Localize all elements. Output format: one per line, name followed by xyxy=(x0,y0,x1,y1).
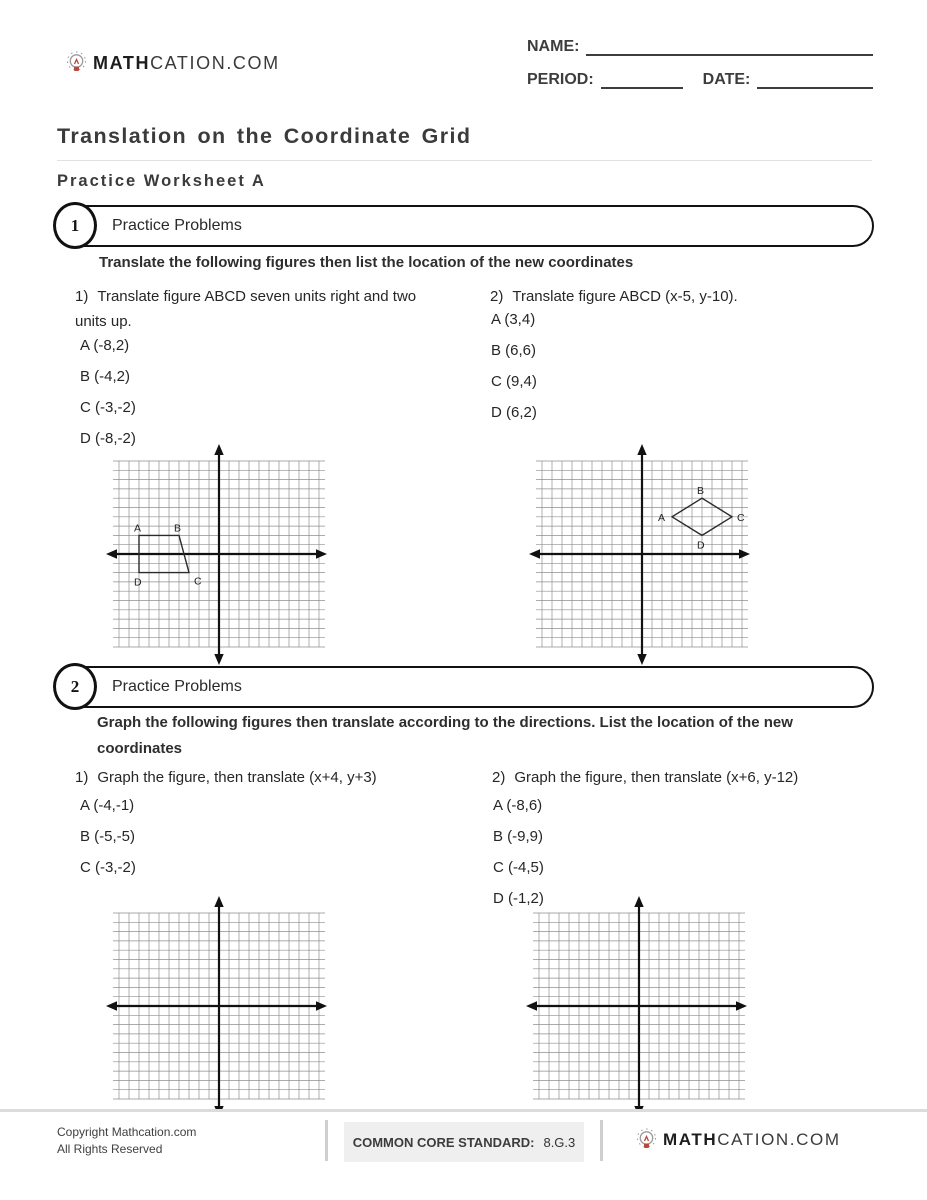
svg-text:B: B xyxy=(697,485,705,498)
brand-text xyxy=(663,1130,841,1150)
brand-bold: MATH xyxy=(93,52,151,73)
coordinate-item: C (-4,5) xyxy=(493,859,544,876)
problem-number: 1) xyxy=(75,769,89,786)
copyright-line-2: All Rights Reserved xyxy=(57,1142,163,1156)
coordinate-item: B (-9,9) xyxy=(493,828,544,845)
name-blank-line xyxy=(586,36,873,56)
svg-text:A: A xyxy=(658,511,666,524)
section-2-band-label: Practice Problems xyxy=(112,678,242,695)
problem-2-1-prompt xyxy=(75,765,495,790)
problem-number: 2) xyxy=(490,288,504,305)
section-2-number-badge xyxy=(53,663,97,710)
problem-text: Graph the figure, then translate (x+4, y+3) xyxy=(97,769,377,786)
coordinate-item: C (-3,-2) xyxy=(80,859,136,876)
coordinate-item: D (6,2) xyxy=(491,404,537,421)
section-2-number: 2 xyxy=(70,676,80,696)
period-date-field xyxy=(527,69,873,89)
lightbulb-icon xyxy=(66,50,87,76)
coordinate-item: D (-1,2) xyxy=(493,890,544,907)
footer-vertical-divider xyxy=(600,1120,603,1161)
section-2-band xyxy=(55,666,874,708)
period-label: PERIOD: xyxy=(527,71,594,88)
section-1-instructions: Translate the following figures then list the location of the new coordinates xyxy=(99,254,634,271)
problem-text: Graph the figure, then translate (x+6, y-12) xyxy=(514,769,799,786)
common-core-box xyxy=(344,1122,584,1162)
problem-2-2-prompt xyxy=(492,765,912,790)
problem-number: 2) xyxy=(492,769,506,786)
title-divider xyxy=(57,160,872,161)
coordinate-grid-2 xyxy=(527,441,752,669)
brand-rest: CATION.COM xyxy=(150,52,280,73)
coordinate-item: A (3,4) xyxy=(491,311,536,328)
coordinate-item: B (-4,2) xyxy=(80,368,131,385)
coordinate-item: D (-8,-2) xyxy=(80,430,136,447)
coordinate-item: A (-8,2) xyxy=(80,337,130,354)
date-label: DATE: xyxy=(702,71,751,88)
svg-text:B: B xyxy=(174,522,182,535)
page-title: Translation on the Coordinate Grid xyxy=(57,124,472,148)
problem-number: 1) xyxy=(75,288,89,305)
common-core-label: COMMON CORE STANDARD: xyxy=(352,1134,535,1150)
copyright-line-1: Copyright Mathcation.com xyxy=(57,1125,197,1139)
coordinate-item: A (-4,-1) xyxy=(80,797,135,814)
footer-logo xyxy=(636,1127,841,1153)
period-blank-line xyxy=(601,69,683,89)
svg-text:C: C xyxy=(194,575,202,588)
name-label: NAME: xyxy=(527,38,580,55)
section-1-band-label: Practice Problems xyxy=(112,217,242,234)
brand-text xyxy=(93,53,280,74)
problem-text: Translate figure ABCD (x-5, y-10). xyxy=(512,288,738,305)
copyright-text xyxy=(57,1124,196,1158)
worksheet-subtitle: Practice Worksheet A xyxy=(57,172,266,190)
svg-text:C: C xyxy=(737,511,745,524)
problem-1-2-prompt xyxy=(490,284,890,309)
problem-1-2-coordinates xyxy=(491,311,537,435)
coordinate-grid-1 xyxy=(104,441,329,669)
brand-bold: MATH xyxy=(663,1130,718,1149)
date-blank-line xyxy=(757,69,873,89)
problem-1-1-prompt xyxy=(75,284,443,334)
svg-text:D: D xyxy=(697,539,705,552)
coordinate-item: B (-5,-5) xyxy=(80,828,136,845)
common-core-value: 8.G.3 xyxy=(543,1134,576,1150)
coordinate-item: B (6,6) xyxy=(491,342,537,359)
svg-text:D: D xyxy=(134,576,142,589)
coordinate-item: A (-8,6) xyxy=(493,797,543,814)
name-field xyxy=(527,36,873,56)
section-2-instructions: Graph the following figures then translate according to the directions. List the location of the new coordinates xyxy=(97,714,793,757)
header-logo xyxy=(66,50,280,76)
coordinate-item: C (-3,-2) xyxy=(80,399,136,416)
section-1-band xyxy=(55,205,874,247)
coordinate-grid-4 xyxy=(524,893,749,1109)
footer-vertical-divider xyxy=(325,1120,328,1161)
problem-text: Translate figure ABCD seven units right and two units up. xyxy=(75,288,417,330)
section-1-number-badge xyxy=(53,202,97,249)
footer-divider-line xyxy=(0,1109,927,1112)
svg-text:A: A xyxy=(134,522,142,535)
section-1-number: 1 xyxy=(70,215,80,235)
brand-rest: CATION.COM xyxy=(717,1130,841,1149)
problem-2-1-coordinates xyxy=(80,797,136,890)
coordinate-grid-3 xyxy=(104,893,329,1109)
coordinate-item: C (9,4) xyxy=(491,373,537,390)
lightbulb-icon xyxy=(636,1127,657,1153)
